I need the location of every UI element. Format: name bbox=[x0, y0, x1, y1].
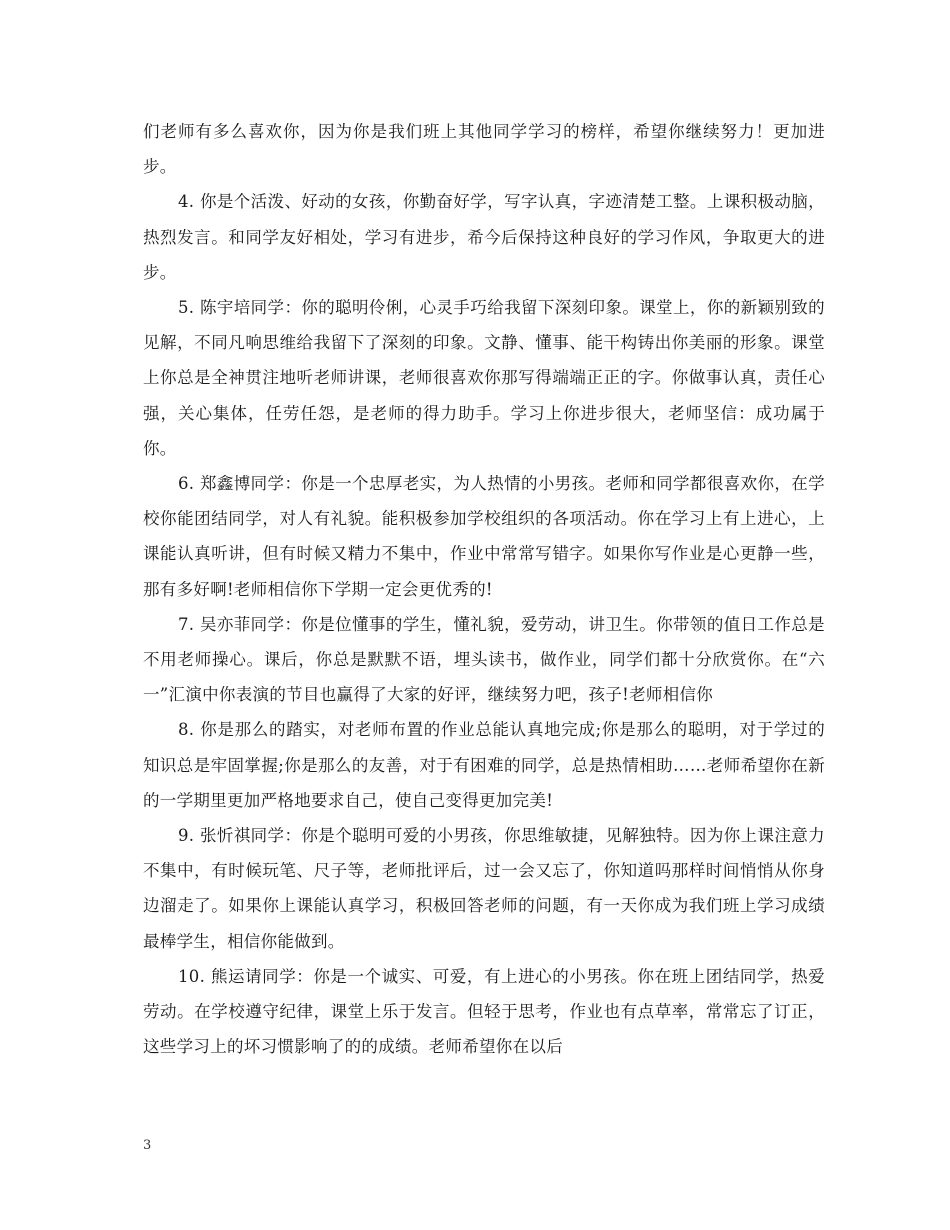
paragraph-comment-8: 8. 你是那么的踏实，对老师布置的作业总能认真地完成;你是那么的聪明，对于学过的知识总是牢固掌握;你是那么的友善，对于有困难的同学，总是热情相助……老师希望你在新的一学期里更加严格地要求自己，使自己变得更加完美! bbox=[143, 720, 825, 810]
paragraph-comment-9: 9. 张忻祺同学：你是个聪明可爱的小男孩，你思维敏捷，见解独特。因为你上课注意力不集中，有时候玩笔、尺子等，老师批评后，过一会又忘了，你知道吗那样时间悄悄从你身边溜走了。如果你上课能认真学习，积极回答老师的问题，有一天你成为我们班上学习成绩最棒学生，相信你能做到。 bbox=[143, 826, 825, 951]
paragraph-comment-4: 4. 你是个活泼、好动的女孩，你勤奋好学，写字认真，字迹清楚工整。上课积极动脑，热烈发言。和同学友好相处，学习有进步，希今后保持这种良好的学习作风，争取更大的进步。 bbox=[143, 192, 825, 282]
page-number: 3 bbox=[143, 1138, 152, 1153]
paragraph-comment-7: 7. 吴亦菲同学：你是位懂事的学生，懂礼貌，爱劳动，讲卫生。你带领的值日工作总是不用老师操心。课后，你总是默默不语，埋头读书，做作业，同学们都十分欣赏你。在“六一”汇演中你表演的节目也赢得了大家的好评，继续努力吧，孩子!老师相信你 bbox=[143, 614, 825, 705]
paragraph-comment-6: 6. 郑鑫博同学：你是一个忠厚老实，为人热情的小男孩。老师和同学都很喜欢你，在学校你能团结同学，对人有礼貌。能积极参加学校组织的各项活动。你在学习上有上进心，上课能认真听讲，但有时候又精力不集中，作业中常常写错字。如果你写作业是心更静一些，那有多好啊!老师相信你下学期一定会更优秀的! bbox=[143, 474, 825, 599]
paragraph-comment-10: 10. 熊运请同学：你是一个诚实、可爱，有上进心的小男孩。你在班上团结同学，热爱劳动。在学校遵守纪律，课堂上乐于发言。但轻于思考，作业也有点草率，常常忘了订正，这些学习上的坏习惯影响了的的成绩。老师希望你在以后 bbox=[143, 966, 825, 1057]
body-text bbox=[143, 114, 825, 1064]
paragraph-continuation: 们老师有多么喜欢你，因为你是我们班上其他同学学习的榜样，希望你继续努力！更加进步。 bbox=[143, 122, 825, 177]
paragraph-comment-5: 5. 陈宇培同学：你的聪明伶俐，心灵手巧给我留下深刻印象。课堂上，你的新颖别致的见解，不同凡响思维给我留下了深刻的印象。文静、懂事、能干构铸出你美丽的形象。课堂上你总是全神贯注地听老师讲课，老师很喜欢你那写得端端正正的字。你做事认真，责任心强，关心集体，任劳任怨，是老师的得力助手。学习上你进步很大，老师坚信：成功属于你。 bbox=[143, 298, 825, 458]
